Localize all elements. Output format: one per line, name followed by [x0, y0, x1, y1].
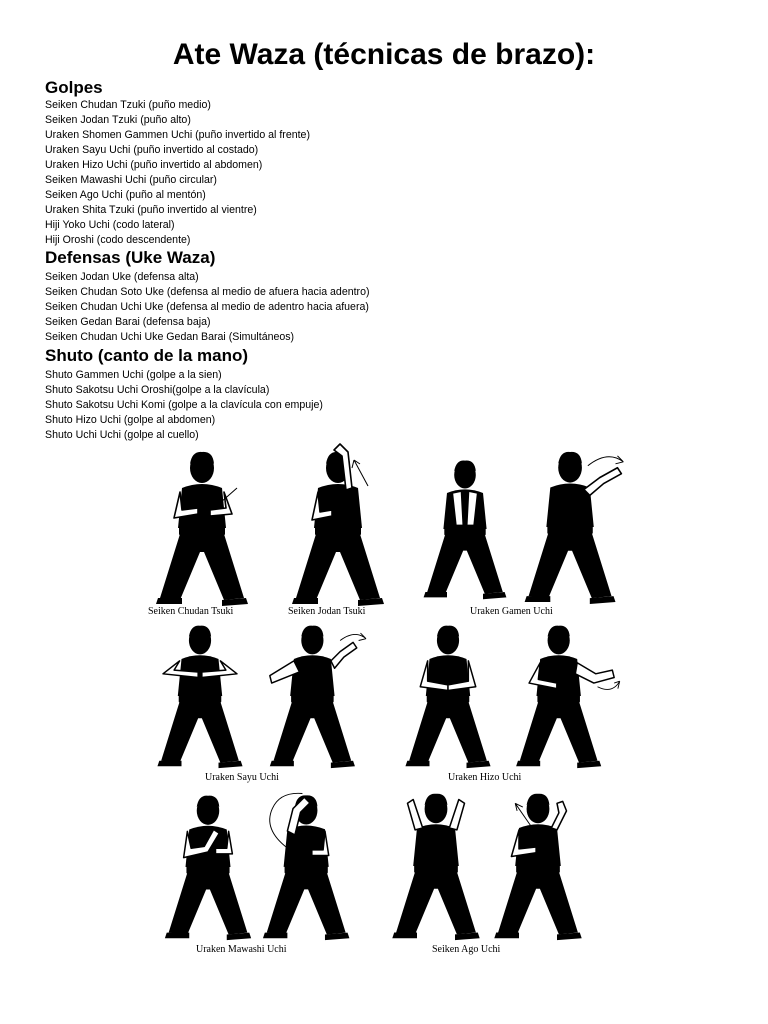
figure-uraken-mawashi-uchi-front — [158, 792, 258, 942]
figure-uraken-sayu-uchi-front — [150, 622, 250, 770]
figure-caption: Uraken Hizo Uchi — [448, 772, 522, 783]
figure-caption: Uraken Gamen Uchi — [470, 606, 553, 617]
list-item: Uraken Shita Tzuki (puño invertido al vientre) — [45, 204, 257, 216]
figure-seiken-ago-uchi-front — [386, 790, 486, 942]
list-item: Seiken Gedan Barai (defensa baja) — [45, 316, 211, 328]
list-item: Shuto Sakotsu Uchi Oroshi(golpe a la clavícula) — [45, 384, 270, 396]
list-item: Seiken Jodan Uke (defensa alta) — [45, 271, 199, 283]
list-item: Shuto Hizo Uchi (golpe al abdomen) — [45, 414, 216, 426]
defensas-list — [45, 270, 370, 345]
section-heading-golpes: Golpes — [45, 78, 103, 97]
list-item: Seiken Chudan Soto Uke (defensa al medio de afuera hacia adentro) — [45, 286, 370, 298]
figure-caption: Seiken Jodan Tsuki — [288, 606, 366, 617]
figure-caption: Uraken Sayu Uchi — [205, 772, 279, 783]
figure-uraken-sayu-uchi-side — [262, 622, 372, 770]
list-item: Seiken Chudan Uchi Uke (defensa al medio de adentro hacia afuera) — [45, 301, 369, 313]
list-item: Uraken Hizo Uchi (puño invertido al abdomen) — [45, 159, 263, 171]
figure-uraken-gamen-uchi-side — [520, 448, 630, 606]
list-item: Seiken Mawashi Uchi (puño circular) — [45, 174, 217, 186]
figure-seiken-ago-uchi-side — [488, 790, 588, 942]
list-item: Uraken Shomen Gammen Uchi (puño invertido al frente) — [45, 129, 310, 141]
list-item: Hiji Oroshi (codo descendente) — [45, 234, 191, 246]
shuto-list — [45, 368, 323, 443]
list-item: Seiken Chudan Uchi Uke Gedan Barai (Simultáneos) — [45, 331, 295, 343]
section-heading-defensas: Defensas (Uke Waza) — [45, 248, 216, 267]
list-item: Seiken Ago Uchi (puño al mentón) — [45, 189, 206, 201]
figure-uraken-mawashi-uchi-side — [256, 786, 362, 942]
section-heading-shuto: Shuto (canto de la mano) — [45, 346, 249, 365]
figure-seiken-chudan-tsuki — [152, 448, 252, 608]
figure-uraken-hizo-uchi-side — [508, 622, 626, 770]
list-item: Shuto Uchi Uchi (golpe al cuello) — [45, 429, 199, 441]
list-item: Uraken Sayu Uchi (puño invertido al costado) — [45, 144, 259, 156]
list-item: Seiken Jodan Tzuki (puño alto) — [45, 114, 191, 126]
figure-uraken-gamen-uchi-front — [420, 450, 510, 608]
list-item: Hiji Yoko Uchi (codo lateral) — [45, 219, 175, 231]
figure-caption: Uraken Mawashi Uchi — [196, 944, 287, 955]
figure-uraken-hizo-uchi-front — [398, 622, 498, 770]
list-item: Shuto Gammen Uchi (golpe a la sien) — [45, 369, 222, 381]
list-item: Shuto Sakotsu Uchi Komi (golpe a la clavícula con empuje) — [45, 399, 323, 411]
page-title: Ate Waza (técnicas de brazo): — [172, 38, 596, 71]
figure-seiken-jodan-tsuki — [288, 442, 388, 608]
list-item: Seiken Chudan Tzuki (puño medio) — [45, 99, 211, 111]
golpes-list — [45, 98, 310, 248]
figure-caption: Seiken Chudan Tsuki — [148, 606, 234, 617]
figure-caption: Seiken Ago Uchi — [432, 944, 501, 955]
